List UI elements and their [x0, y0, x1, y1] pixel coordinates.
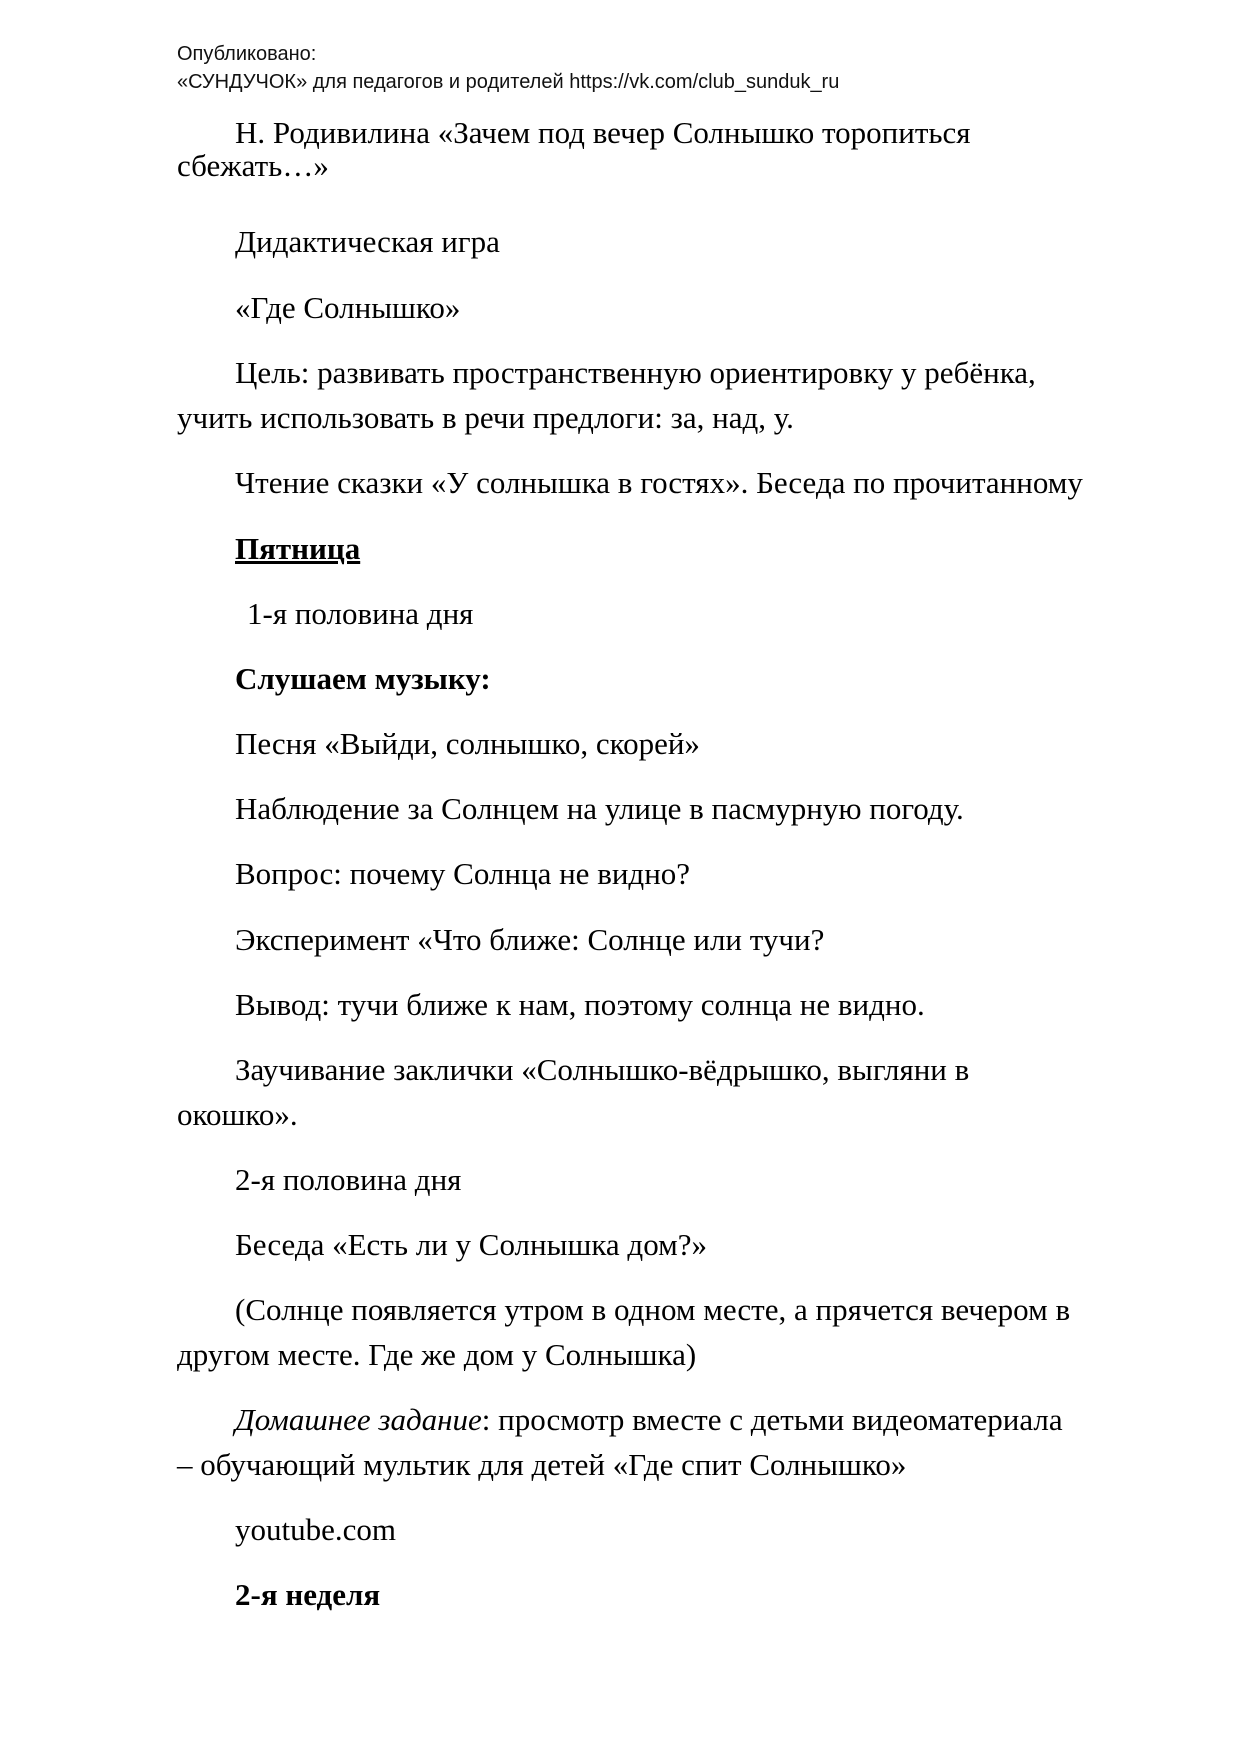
homework-text: : просмотр вместе с детьми видеоматериала	[481, 1402, 1063, 1437]
observation-line: Наблюдение за Солнцем на улице в пасмурную погоду.	[235, 791, 964, 826]
friday-heading: Пятница	[235, 531, 361, 566]
header-source-line: «СУНДУЧОК» для педагогов и родителей https://vk.com/club_sunduk_ru	[177, 71, 840, 93]
header-published-label: Опубликовано:	[177, 43, 317, 65]
note-line2: другом месте. Где же дом у Солнышка)	[177, 1337, 697, 1372]
question-line: Вопрос: почему Солнца не видно?	[235, 856, 691, 891]
didactic-game-heading: Дидактическая игра	[235, 224, 500, 259]
homework-label: Домашнее задание	[235, 1402, 482, 1437]
goal-line2: учить использовать в речи предлоги: за, над, у.	[177, 400, 794, 435]
talk-line: Беседа «Есть ли у Солнышка дом?»	[235, 1227, 707, 1262]
note-line1: (Солнце появляется утром в одном месте, а прячется вечером в	[235, 1292, 1071, 1327]
first-half-day: 1-я половина дня	[247, 596, 474, 631]
homework-line1	[177, 1397, 1215, 1442]
listen-music-heading: Слушаем музыку:	[235, 661, 491, 696]
game-title: «Где Солнышко»	[235, 290, 461, 325]
week2-heading: 2-я неделя	[235, 1577, 381, 1612]
learning-line2: окошко».	[177, 1097, 298, 1132]
experiment-line: Эксперимент «Что ближе: Солнце или тучи?	[235, 922, 825, 957]
p1-line1: Н. Родивилина «Зачем под вечер Солнышко торопиться	[235, 115, 971, 150]
goal-line1: Цель: развивать пространственную ориентировку у ребёнка,	[235, 355, 1036, 390]
conclusion-line: Вывод: тучи ближе к нам, поэтому солнца не видно.	[235, 987, 925, 1022]
song-line: Песня «Выйди, солнышко, скорей»	[235, 726, 700, 761]
reading-paragraph: Чтение сказки «У солнышка в гостях». Беседа по прочитанному	[235, 465, 1083, 500]
homework-line2: – обучающий мультик для детей «Где спит Солнышко»	[177, 1447, 907, 1482]
learning-line1: Заучивание заклички «Солнышко-вёдрышко, выгляни в	[235, 1052, 970, 1087]
publication-header	[177, 40, 839, 96]
youtube-link-text: youtube.com	[235, 1512, 396, 1547]
p1-line2: сбежать…»	[177, 148, 329, 183]
second-half-day: 2-я половина дня	[235, 1162, 462, 1197]
